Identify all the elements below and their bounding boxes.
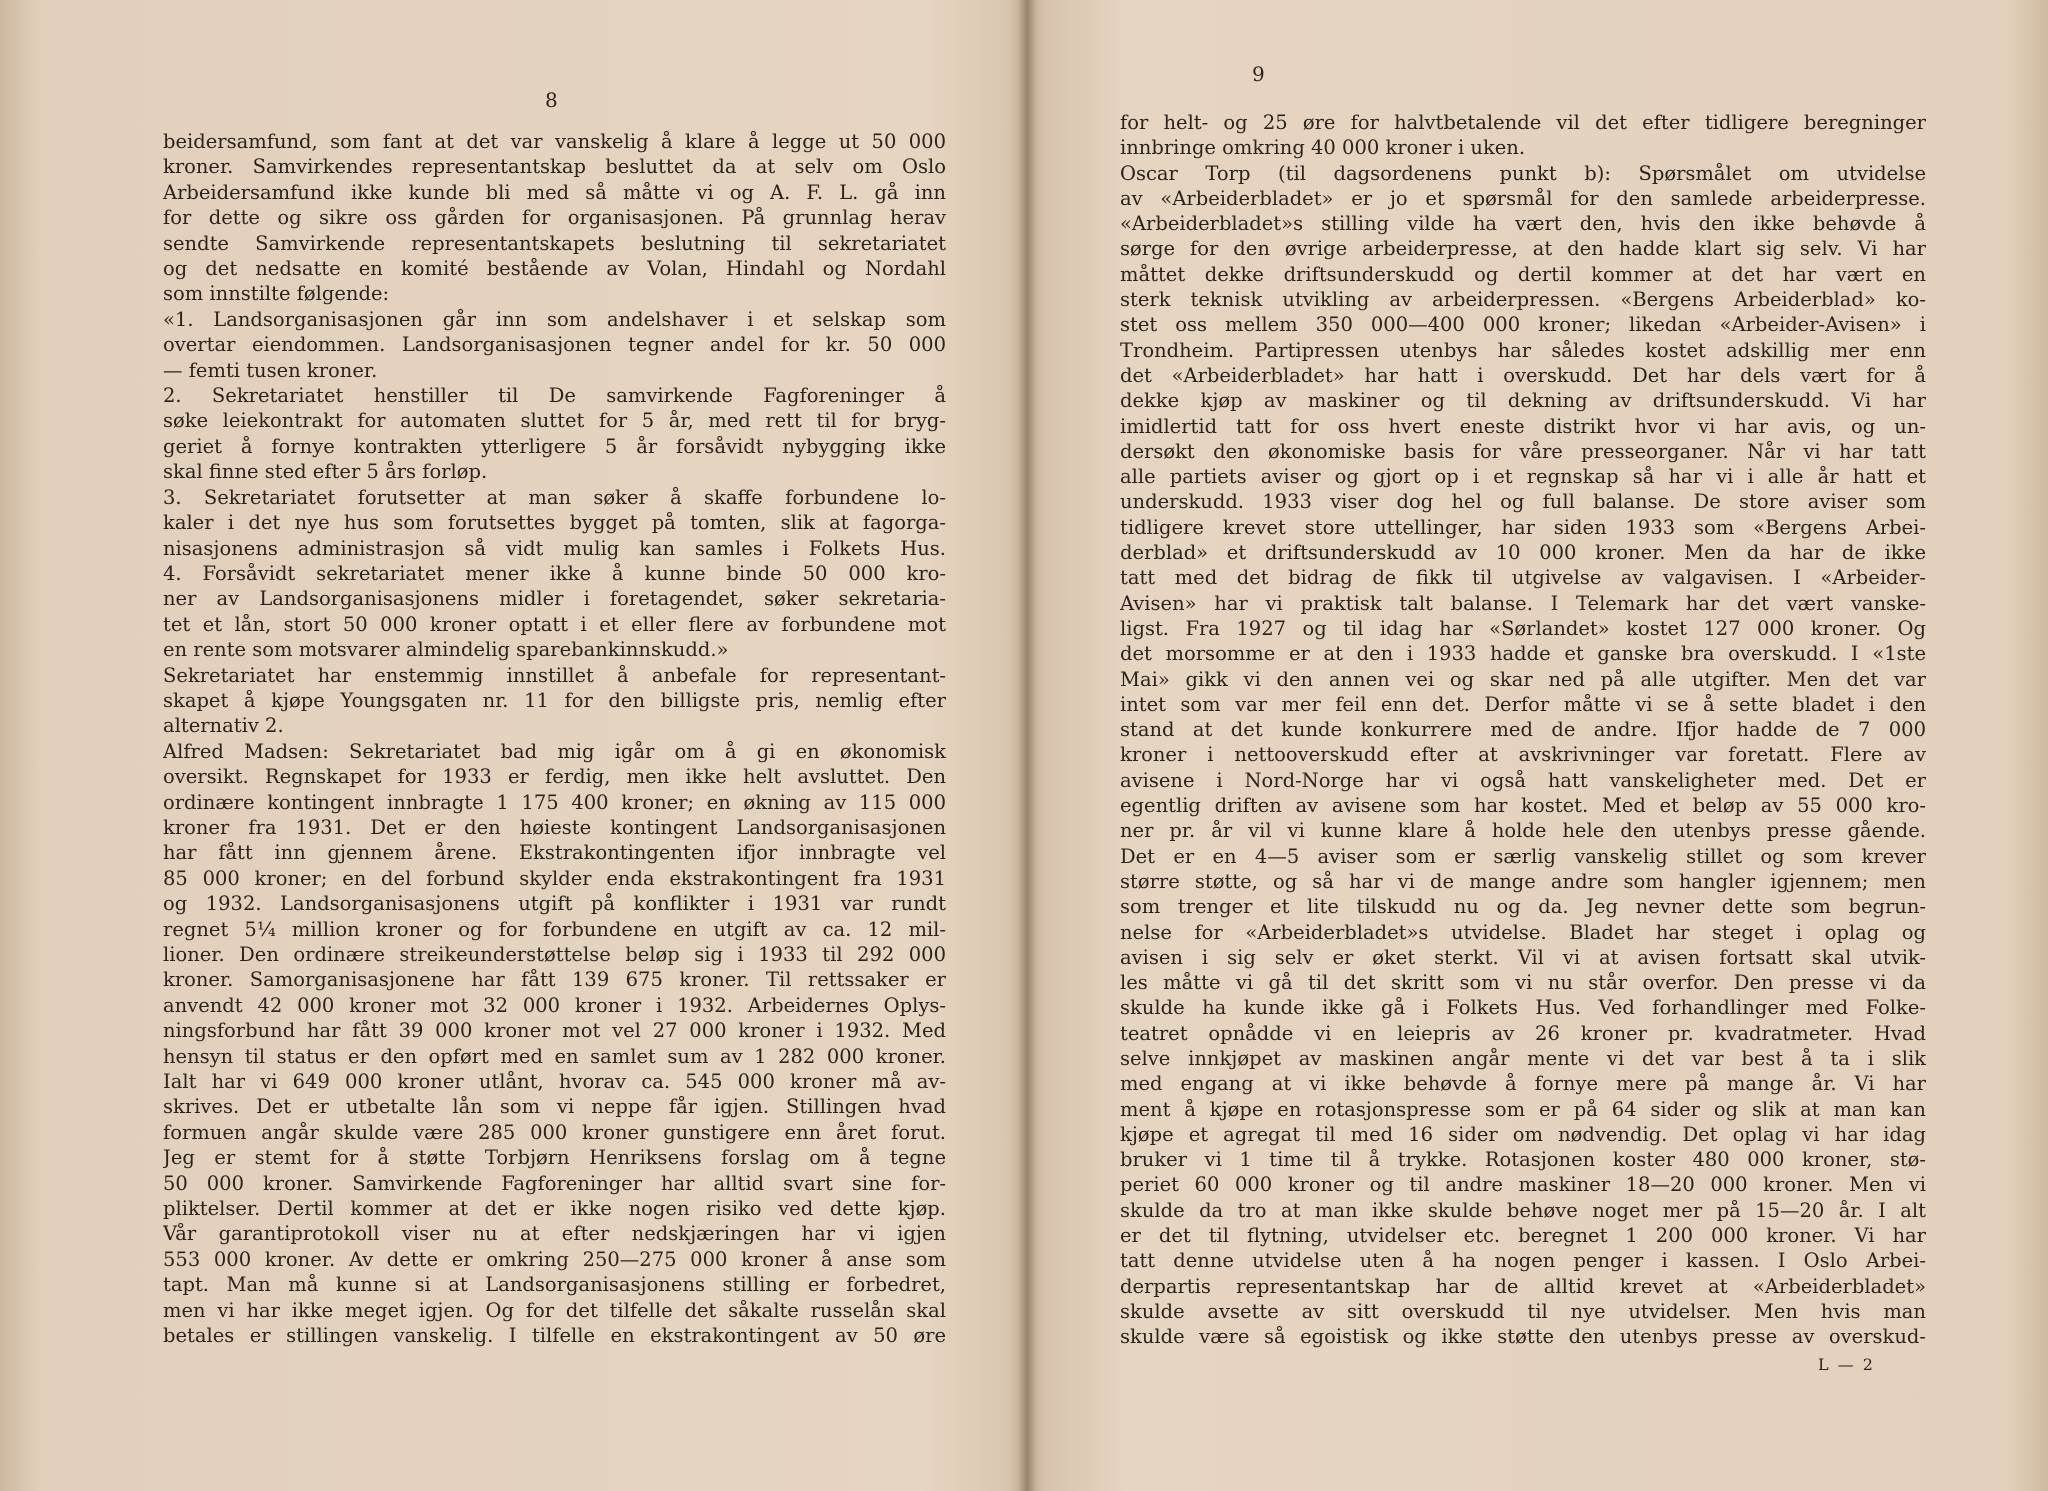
- text-line: måttet dekke driftsunderskudd og dertil kommer at det har vært en: [1120, 262, 1926, 286]
- text-line: anvendt 42 000 kroner mot 32 000 kroner i 1932. Arbeidernes Oplys-: [163, 993, 946, 1017]
- text-line: nelse for «Arbeiderbladet»s utvidelse. Bladet har steget i oplag og: [1120, 920, 1926, 944]
- text-line: dersøkt den økonomiske basis for våre presseorganer. Når vi har tatt: [1120, 439, 1926, 463]
- text-line: og det nedsatte en komité bestående av Volan, Hindahl og Nordahl: [163, 257, 946, 281]
- text-line: 4. Forsåvidt sekretariatet mener ikke å kunne binde 50 000 kro-: [163, 561, 946, 585]
- text-line: Mai» gikk vi den annen vei og skar ned på alle utgifter. Men det var: [1120, 667, 1926, 691]
- text-line: tatt med det bidrag de fikk til utgivelse av valgavisen. I «Arbeider-: [1120, 566, 1926, 590]
- text-line: bruker vi 1 time til å trykke. Rotasjonen koster 480 000 kroner, stø-: [1120, 1148, 1926, 1172]
- text-line: tet et lån, stort 50 000 kroner optatt i et eller flere av forbundene mot: [163, 612, 946, 636]
- text-line: les måtte vi gå til det skritt som vi nu står overfor. Den presse vi da: [1120, 971, 1926, 995]
- text-line: ordinære kontingent innbragte 1 175 400 kroner; en økning av 115 000: [163, 790, 946, 814]
- text-line: for helt- og 25 øre for halvtbetalende vil det efter tidligere beregninger: [1120, 111, 1926, 134]
- text-line: nisasjonens administrasjon så vidt mulig kan samles i Folkets Hus.: [163, 536, 946, 560]
- text-line: 3. Sekretariatet forutsetter at man søker å skaffe forbundene lo-: [163, 485, 946, 509]
- text-line: selve innkjøpet av maskinen angår mente vi det var best å ta i slik: [1120, 1046, 1926, 1070]
- text-line: sendte Samvirkende representantskapets beslutning til sekretariatet: [163, 231, 946, 255]
- text-line: Ialt har vi 649 000 kroner utlånt, hvorav ca. 545 000 kroner må av-: [163, 1070, 946, 1094]
- text-line: periet 60 000 kroner og til andre maskiner 18—20 000 kroner. Men vi: [1120, 1173, 1926, 1197]
- text-line: underskudd. 1933 viser dog hel og full balanse. De store aviser som: [1120, 490, 1926, 514]
- page-number-right: 9: [1252, 62, 1266, 86]
- text-line: ner av Landsorganisasjonens midler i foretagendet, søker sekretaria-: [163, 587, 946, 611]
- text-line: ningsforbund har fått 39 000 kroner mot vel 27 000 kroner i 1932. Med: [163, 1019, 946, 1043]
- text-line: Sekretariatet har enstemmig innstillet å anbefale for representant-: [163, 663, 946, 687]
- text-line: Det er en 4—5 aviser som er særlig vanskelig stillet og som krever: [1120, 844, 1926, 868]
- text-line: kroner. Samorganisasjonene har fått 139 675 kroner. Til rettssaker er: [163, 968, 946, 992]
- text-line: skrives. Det er utbetalte lån som vi neppe får igjen. Stillingen hvad: [163, 1095, 946, 1119]
- text-line: avisene i Nord-Norge har vi også hatt vanskeligheter med. Det er: [1120, 768, 1926, 792]
- text-line: tidligere krevet store uttellinger, har siden 1933 som «Bergens Arbei-: [1120, 515, 1926, 539]
- text-line: Alfred Madsen: Sekretariatet bad mig igår om å gi en økonomisk: [163, 739, 946, 763]
- text-line: kroner i nettooverskudd efter at avskrivninger var foretatt. Flere av: [1120, 743, 1926, 767]
- text-line: alle partiets aviser og gjort op i et regnskap så har vi i alle år hatt et: [1120, 465, 1926, 489]
- right-page-text: [1120, 110, 1926, 1350]
- text-line: det «Arbeiderbladet» har hatt i overskudd. Det har dels vært for å: [1120, 363, 1926, 387]
- text-line: skal finne sted efter 5 års forløp.: [163, 460, 488, 484]
- text-line: «1. Landsorganisasjonen går inn som andelshaver i et selskap som: [163, 307, 946, 331]
- text-line: skulde avsette av sitt overskudd til nye utvidelser. Men hvis man: [1120, 1299, 1926, 1323]
- text-line: Arbeidersamfund ikke kunde bli med så måtte vi og A. F. L. gå inn: [163, 180, 946, 204]
- text-line: ligst. Fra 1927 og til idag har «Sørlandet» kostet 127 000 kroner. Og: [1120, 616, 1926, 640]
- text-line: beidersamfund, som fant at det var vanskelig å klare å legge ut 50 000: [163, 130, 946, 153]
- text-line: skulde da tro at man ikke skulde behøve noget mer på 15—20 år. I alt: [1120, 1198, 1926, 1222]
- text-line: formuen angår skulde være 285 000 kroner gunstigere enn året forut.: [163, 1120, 946, 1144]
- text-line: regnet 5¼ million kroner og for forbundene en utgift av ca. 12 mil-: [163, 917, 946, 941]
- text-line: kjøpe et agregat til med 16 sider om nødvendig. Det oplag vi har idag: [1120, 1122, 1926, 1146]
- text-line: «Arbeiderbladet»s stilling vilde ha vært den, hvis den ikke behøvde å: [1120, 212, 1926, 236]
- text-line: stet oss mellem 350 000—400 000 kroner; likedan «Arbeider-Avisen» i: [1120, 313, 1926, 337]
- text-line: pliktelser. Dertil kommer at det er ikke nogen risiko ved dette kjøp.: [163, 1197, 946, 1221]
- text-line: sterk teknisk utvikling av arbeiderpressen. «Bergens Arbeiderblad» ko-: [1120, 288, 1926, 312]
- text-line: Vår garantiprotokoll viser nu at efter nedskjæringen har vi igjen: [163, 1222, 946, 1246]
- text-line: teatret opnådde vi en leiepris av 26 kroner pr. kvadratmeter. Hvad: [1120, 1021, 1926, 1045]
- text-line: av «Arbeiderbladet» er jo et spørsmål for den samlede arbeiderpresse.: [1120, 186, 1926, 210]
- text-line: tatt denne utvidelse uten å ha nogen penger i kassen. I Oslo Arbei-: [1120, 1249, 1926, 1273]
- text-line: 2. Sekretariatet henstiller til De samvirkende Fagforeninger å: [163, 384, 946, 408]
- text-line: en rente som motsvarer almindelig sparebankinnskudd.»: [163, 638, 729, 662]
- text-line: som innstilte følgende:: [163, 282, 390, 306]
- text-line: avisen i sig selv er øket sterkt. Vil vi at avisen fortsatt skal utvik-: [1120, 945, 1926, 969]
- text-line: søke leiekontrakt for automaten sluttet for 5 år, med rett til for bryg-: [163, 409, 946, 433]
- text-line: og 1932. Landsorganisasjonens utgift på konflikter i 1931 var rundt: [163, 892, 946, 916]
- text-line: kroner. Samvirkendes representantskap besluttet da at selv om Oslo: [163, 155, 946, 179]
- text-line: oversikt. Regnskapet for 1933 er ferdig, men ikke helt avsluttet. Den: [163, 765, 946, 789]
- text-line: derpartis representantskap har de alltid krevet at «Arbeiderbladet»: [1120, 1274, 1926, 1298]
- text-line: 85 000 kroner; en del forbund skylder enda ekstrakontingent fra 1931: [163, 866, 946, 890]
- text-line: med engang at vi ikke behøvde å fornye mere på mange år. Vi har: [1120, 1072, 1926, 1096]
- text-line: innbringe omkring 40 000 kroner i uken.: [1120, 136, 1526, 160]
- text-line: betales er stillingen vanskelig. I tilfelle en ekstrakontingent av 50 øre: [163, 1324, 946, 1348]
- text-line: som trenger et lite tilskudd nu og da. Jeg nevner dette som begrun-: [1120, 895, 1926, 919]
- text-line: overtar eiendommen. Landsorganisasjonen tegner andel for kr. 50 000: [163, 333, 946, 357]
- text-line: derblad» et driftsunderskudd av 10 000 kroner. Men da har de ikke: [1120, 541, 1926, 565]
- text-line: skulde være så egoistisk og ikke støtte den utenbys presse av overskud-: [1120, 1325, 1926, 1349]
- text-line: ner pr. år vil vi kunne klare å holde hele den utenbys presse gående.: [1120, 819, 1926, 843]
- text-line: sørge for den øvrige arbeiderpresse, at den hadde klart sig selv. Vi har: [1120, 237, 1926, 261]
- text-line: hensyn til status er den opført med en samlet sum av 1 282 000 kroner.: [163, 1044, 946, 1068]
- text-line: 50 000 kroner. Samvirkende Fagforeninger har alltid svart sine for-: [163, 1171, 946, 1195]
- text-line: lioner. Den ordinære streikeunderstøttelse beløp sig i 1933 til 292 000: [163, 943, 946, 966]
- text-line: imidlertid tatt for oss hvert eneste distrikt hvor vi har avis, og un-: [1120, 414, 1926, 438]
- text-line: for dette og sikre oss gården for organisasjonen. På grunnlag herav: [163, 206, 946, 230]
- text-line: Jeg er stemt for å støtte Torbjørn Henriksens forslag om å tegne: [163, 1146, 946, 1170]
- text-line: Avisen» har vi praktisk talt balanse. I Telemark har det vært vanske-: [1120, 591, 1926, 615]
- text-line: kroner fra 1931. Det er den høieste kontingent Landsorganisasjonen: [163, 815, 946, 839]
- text-line: men vi har ikke meget igjen. Og for det tilfelle det såkalte russelån skal: [163, 1298, 946, 1322]
- text-line: skulde ha kunde ikke gå i Folkets Hus. Ved forhandlinger med Folke-: [1120, 996, 1926, 1020]
- signature-mark: L — 2: [1818, 1355, 1875, 1374]
- text-line: alternativ 2.: [163, 714, 284, 738]
- text-line: Oscar Torp (til dagsordenens punkt b): Spørsmålet om utvidelse: [1120, 161, 1926, 185]
- right-page: [1026, 0, 2048, 1491]
- text-line: ment å kjøpe en rotasjonspresse som er på 64 sider og slik at man kan: [1120, 1097, 1926, 1121]
- text-line: geriet å fornye kontrakten ytterligere 5 år forsåvidt nybygging ikke: [163, 434, 946, 458]
- page-number-left: 8: [545, 88, 559, 112]
- text-line: Trondheim. Partipressen utenbys har således kostet adskillig mer enn: [1120, 338, 1926, 362]
- text-line: skapet å kjøpe Youngsgaten nr. 11 for den billigste pris, nemlig efter: [163, 688, 946, 712]
- text-line: det morsomme er at den i 1933 hadde et ganske bra overskudd. I «1ste: [1120, 642, 1926, 666]
- text-line: egentlig driften av avisene som har kostet. Med et beløp av 55 000 kro-: [1120, 794, 1926, 818]
- text-line: kaler i det nye hus som forutsettes bygget på tomten, slik at fagorga-: [163, 511, 946, 535]
- text-line: stand at det kunde konkurrere med de andre. Ifjor hadde de 7 000: [1120, 718, 1926, 742]
- left-page-text: [163, 129, 946, 1349]
- text-line: tapt. Man må kunne si at Landsorganisasjonens stilling er forbedret,: [163, 1273, 946, 1297]
- text-line: intet som var mer feil enn det. Derfor måtte vi se å sette bladet i den: [1120, 692, 1926, 716]
- text-line: — femti tusen kroner.: [163, 358, 378, 382]
- text-line: er det til flytning, utvidelser etc. beregnet 1 200 000 kroner. Vi har: [1120, 1224, 1926, 1248]
- text-line: har fått inn gjennem årene. Ekstrakontingenten ifjor innbragte vel: [163, 841, 946, 865]
- text-line: større støtte, og så har vi de mange andre som hangler igjennem; men: [1120, 869, 1926, 893]
- text-line: 553 000 kroner. Av dette er omkring 250—275 000 kroner å anse som: [163, 1247, 946, 1271]
- text-line: dekke kjøp av maskiner og til dekning av driftsunderskudd. Vi har: [1120, 389, 1926, 413]
